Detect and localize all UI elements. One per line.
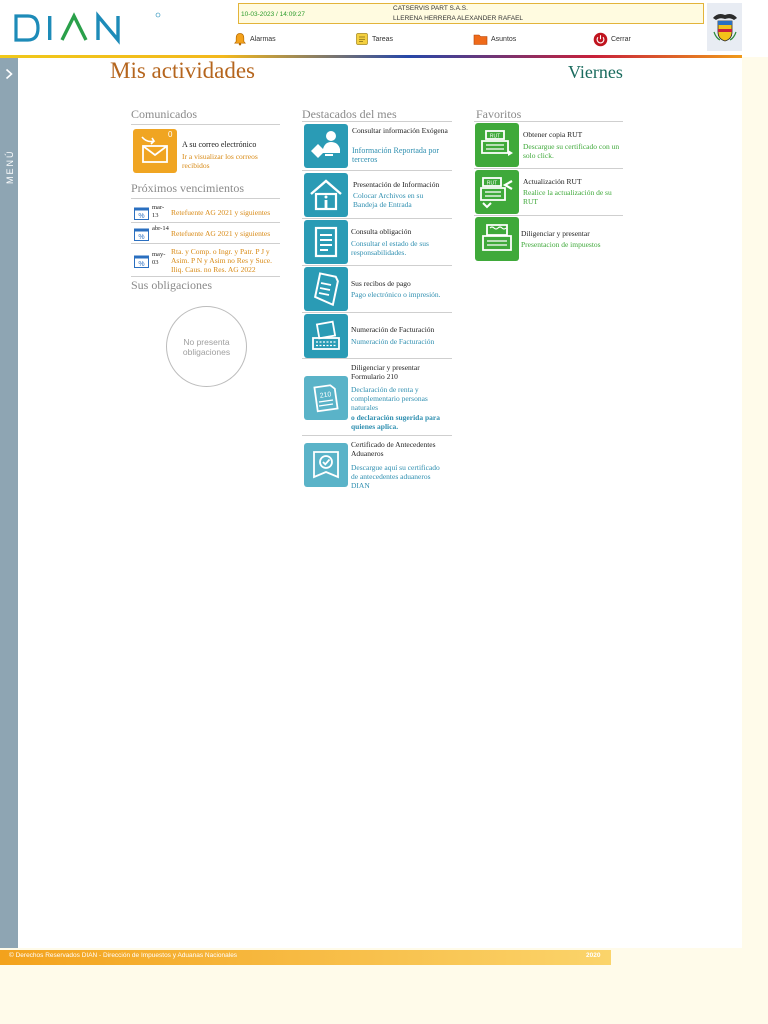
footer-copyright: © Derechos Reservados DIAN - Dirección de Impuestos y Aduanas Nacionales: [9, 952, 238, 959]
svg-text:%: %: [138, 261, 145, 268]
favorito-title[interactable]: Diligenciar y presentar: [521, 229, 590, 238]
folder-icon: [473, 32, 488, 46]
user-name: LLERENA HERRERA ALEXANDER RAFAEL: [393, 15, 524, 22]
actualizacion-rut-tile[interactable]: [475, 170, 519, 214]
dian-logo[interactable]: [14, 10, 164, 46]
receipt-icon: [308, 271, 344, 307]
divider: [302, 358, 452, 359]
svg-text:RUT: RUT: [489, 133, 501, 140]
svg-text:RUT: RUT: [486, 180, 498, 187]
vencimiento-text[interactable]: Retefuente AG 2021 y siguientes: [171, 208, 271, 217]
invoice-keyboard-icon: [308, 318, 344, 354]
rut-printer-icon: [478, 126, 516, 164]
chevron-right-icon[interactable]: [4, 68, 14, 80]
destacado-title[interactable]: Certificado de Antecedentes Aduaneros: [351, 440, 436, 458]
divider: [131, 276, 280, 277]
diligenciar-presentar-tile[interactable]: [475, 217, 519, 261]
alarmas-button[interactable]: [233, 31, 276, 47]
favorito-title[interactable]: Obtener copia RUT: [523, 130, 583, 139]
recibos-pago-tile[interactable]: [304, 267, 348, 311]
divider: [474, 121, 623, 122]
divider: [474, 215, 623, 216]
favoritos-title: Favoritos: [476, 107, 522, 121]
destacado-title[interactable]: Presentación de Información: [353, 180, 440, 189]
destacado-desc[interactable]: Descargue aquí su certificado de antecedentes aduaneros DIAN: [351, 463, 440, 490]
no-obligations-placeholder: [166, 306, 247, 387]
destacado-desc[interactable]: Consultar el estado de sus responsabilidades.: [351, 239, 429, 257]
divider: [131, 198, 280, 199]
vencimiento-date: mar-13: [152, 204, 165, 219]
header: [0, 0, 768, 57]
divider: [131, 243, 280, 244]
divider: [474, 168, 623, 169]
bell-icon: [233, 32, 247, 46]
destacado-desc-highlight[interactable]: o declaración sugerida para quienes aplica.: [351, 413, 440, 431]
session-datetime: 10-03-2023 / 14:09:27: [241, 11, 305, 18]
house-info-icon: [307, 176, 345, 214]
divider: [302, 265, 452, 266]
copia-rut-tile[interactable]: [475, 123, 519, 167]
divider: [302, 435, 452, 436]
svg-text:210: 210: [319, 391, 332, 400]
favorito-desc[interactable]: Presentacion de impuestos: [521, 240, 601, 249]
certificate-badge-icon: [308, 447, 344, 483]
calendar-percent-icon: [134, 228, 149, 241]
divider: [302, 218, 452, 219]
numeracion-facturacion-tile[interactable]: [304, 314, 348, 358]
vencimiento-date: may-03: [152, 251, 166, 266]
svg-text:%: %: [138, 213, 145, 220]
cerrar-button[interactable]: [593, 31, 631, 47]
comunicados-title: Comunicados: [131, 107, 197, 121]
presentacion-tile[interactable]: [304, 173, 348, 217]
footer-year: 2020: [586, 952, 601, 959]
tareas-label: Tareas: [372, 35, 394, 43]
divider: [302, 170, 452, 171]
destacado-desc[interactable]: Pago electrónico o impresión.: [351, 290, 441, 299]
divider: [131, 124, 280, 125]
favorito-desc[interactable]: Realice la actualización de su RUT: [523, 188, 612, 206]
obligaciones-title: Sus obligaciones: [131, 278, 212, 292]
destacados-title: Destacados del mes: [302, 107, 397, 121]
coat-of-arms-icon: [707, 3, 742, 51]
asuntos-button[interactable]: [473, 31, 516, 47]
vencimiento-text[interactable]: Rta. y Comp. o Ingr. y Patr. P J y Asim. P N y Asim no Res y Suce. Iliq. Caus. no Res. AG 2022: [171, 247, 272, 274]
calendar-percent-icon: [134, 255, 149, 268]
cerrar-label: Cerrar: [611, 35, 631, 43]
formulario-210-tile[interactable]: [304, 376, 348, 420]
tareas-button[interactable]: [355, 31, 393, 47]
antecedentes-aduaneros-tile[interactable]: [304, 443, 348, 487]
destacado-title[interactable]: Sus recibos de pago: [351, 279, 411, 288]
destacado-title[interactable]: Diligenciar y presentar Formulario 210: [351, 363, 420, 381]
destacado-title[interactable]: Consulta obligación: [351, 227, 412, 236]
footer-bar: [0, 950, 611, 965]
no-obligations-text: No presenta obligaciones: [182, 336, 231, 357]
session-info-bar: [238, 3, 704, 24]
destacado-title[interactable]: Consultar información Exógena: [352, 126, 448, 135]
vencimiento-text[interactable]: Retefuente AG 2021 y siguientes: [171, 229, 271, 238]
document-list-icon: [308, 224, 344, 260]
alarmas-label: Alarmas: [250, 35, 276, 43]
vencimientos-title: Próximos vencimientos: [131, 181, 244, 195]
menu-label[interactable]: MENÚ: [5, 149, 15, 184]
exogena-tile[interactable]: [304, 124, 348, 168]
calendar-percent-icon: [134, 207, 149, 220]
weekday: Viernes: [568, 62, 623, 82]
email-item-title[interactable]: A su correo electrónico: [182, 140, 257, 149]
company-name: CATSERVIS PART S.A.S.: [393, 5, 468, 12]
svg-text:%: %: [138, 234, 145, 241]
vencimiento-date: abr-14: [152, 225, 169, 232]
destacado-desc[interactable]: Información Reportada por terceros: [352, 146, 440, 164]
destacado-desc[interactable]: Colocar Archivos en su Bandeja de Entrada: [353, 191, 424, 209]
divider: [302, 312, 452, 313]
divider: [302, 121, 452, 122]
notepad-icon: [355, 32, 369, 46]
power-icon: [593, 32, 608, 47]
tax-form-printer-icon: [478, 220, 516, 258]
rut-update-icon: [478, 173, 516, 211]
handshake-icon: [307, 127, 345, 165]
divider: [131, 222, 280, 223]
consulta-obligacion-tile[interactable]: [304, 220, 348, 264]
destacado-title[interactable]: Numeración de Facturación: [351, 325, 435, 334]
page-title: Mis actividades: [110, 58, 255, 83]
unread-count-badge: 0: [168, 130, 173, 139]
favorito-title[interactable]: Actualización RUT: [523, 177, 582, 186]
side-menu[interactable]: [0, 58, 18, 948]
form-210-icon: [308, 380, 344, 416]
destacado-desc[interactable]: Numeración de Facturación: [351, 337, 435, 346]
asuntos-label: Asuntos: [491, 35, 517, 43]
favorito-desc[interactable]: Descargue su certificado con un solo click.: [523, 142, 620, 160]
destacado-desc[interactable]: Declaración de renta y complementario personas naturales: [351, 385, 428, 412]
email-item-desc[interactable]: Ir a visualizar los correos recibidos: [182, 152, 258, 170]
